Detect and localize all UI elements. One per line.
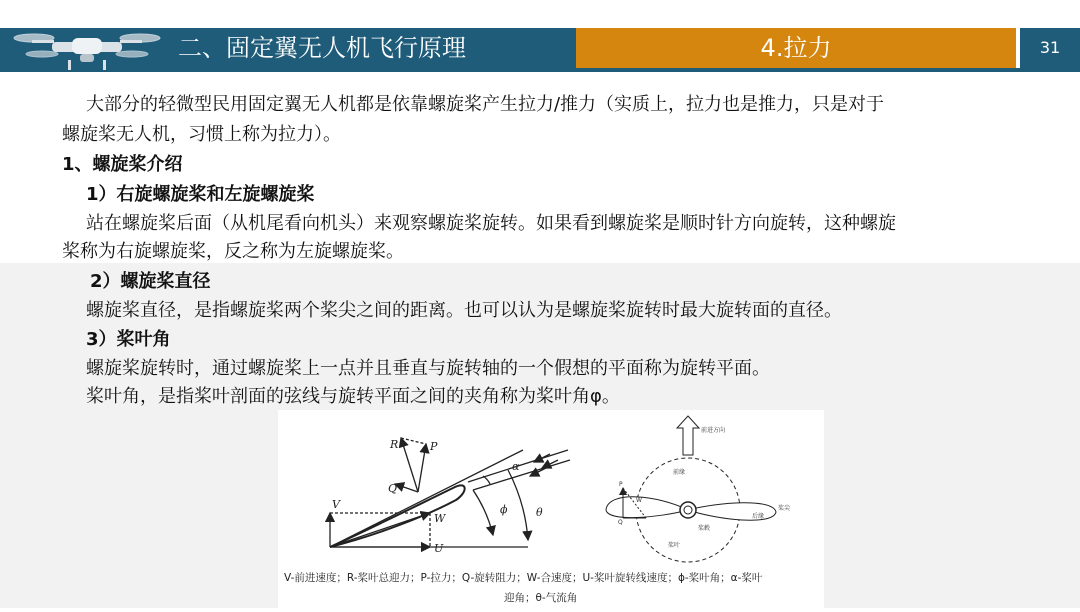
diameter-text: 螺旋桨直径，是指螺旋桨两个桨尖之间的距离。也可以认为是螺旋桨旋转时最大旋转面的直径。 (86, 300, 842, 321)
label-q-right: Q (618, 519, 623, 526)
label-trailing-edge: 后缘 (752, 513, 765, 520)
subheading-rotation: 1）右旋螺旋桨和左旋螺旋桨 (86, 184, 315, 205)
rotation-text-line-1: 站在螺旋桨后面（从机尾看向机头）来观察螺旋桨旋转。如果看到螺旋桨是顺时针方向旋转，这种螺旋 (86, 213, 896, 234)
drone-logo-icon (12, 26, 162, 72)
label-hub: 桨毂 (698, 525, 711, 532)
figure-caption-line-1: V-前进速度；R-桨叶总迎力；P-拉力；Q-旋转阻力；W-合速度；U-桨叶旋转线速度；ϕ-桨叶角；α-桨叶 (284, 572, 763, 584)
blade-angle-text-2: 桨叶角，是指桨叶剖面的弦线与旋转平面之间的夹角称为桨叶角φ。 (86, 386, 620, 407)
label-theta: θ (536, 506, 543, 519)
label-U: U (434, 542, 444, 555)
heading-propeller-intro: 1、螺旋桨介绍 (62, 154, 183, 175)
label-Q: Q (388, 482, 398, 495)
label-P: P (430, 440, 438, 453)
label-direction: 前进方向 (701, 427, 726, 434)
rotation-text-line-2: 桨称为右旋螺旋桨，反之称为左旋螺旋桨。 (62, 241, 404, 262)
label-phi: ϕ (500, 503, 508, 516)
propeller-figure (278, 410, 824, 608)
label-w-right: W (636, 497, 642, 504)
subheading-diameter: 2）螺旋桨直径 (90, 271, 211, 292)
label-V: V (332, 498, 340, 511)
page-title: 二、固定翼无人机飞行原理 (178, 34, 466, 62)
header-divider (0, 68, 1080, 72)
section-title: 4.拉力 (760, 34, 832, 62)
intro-line-1: 大部分的轻微型民用固定翼无人机都是依靠螺旋桨产生拉力/推力（实质上，拉力也是推力，只是对于 (86, 94, 885, 115)
blade-angle-text-1: 螺旋桨旋转时，通过螺旋桨上一点并且垂直与旋转轴的一个假想的平面称为旋转平面。 (86, 358, 770, 379)
label-R: R (390, 438, 399, 451)
label-blade: 桨叶 (668, 542, 681, 549)
page-number: 31 (1039, 38, 1061, 57)
label-W: W (434, 512, 446, 525)
label-alpha: α (512, 460, 520, 473)
label-tip: 桨尖 (778, 505, 791, 512)
blade-section-diagram (330, 438, 570, 547)
propeller-disc-diagram (606, 416, 776, 562)
intro-line-2: 螺旋桨无人机，习惯上称为拉力）。 (62, 124, 341, 145)
label-leading-edge: 前缘 (673, 469, 686, 476)
subheading-blade-angle: 3）桨叶角 (86, 329, 171, 350)
label-p-right: P (619, 481, 623, 488)
figure-caption-line-2: 迎角；θ-气流角 (504, 592, 578, 604)
